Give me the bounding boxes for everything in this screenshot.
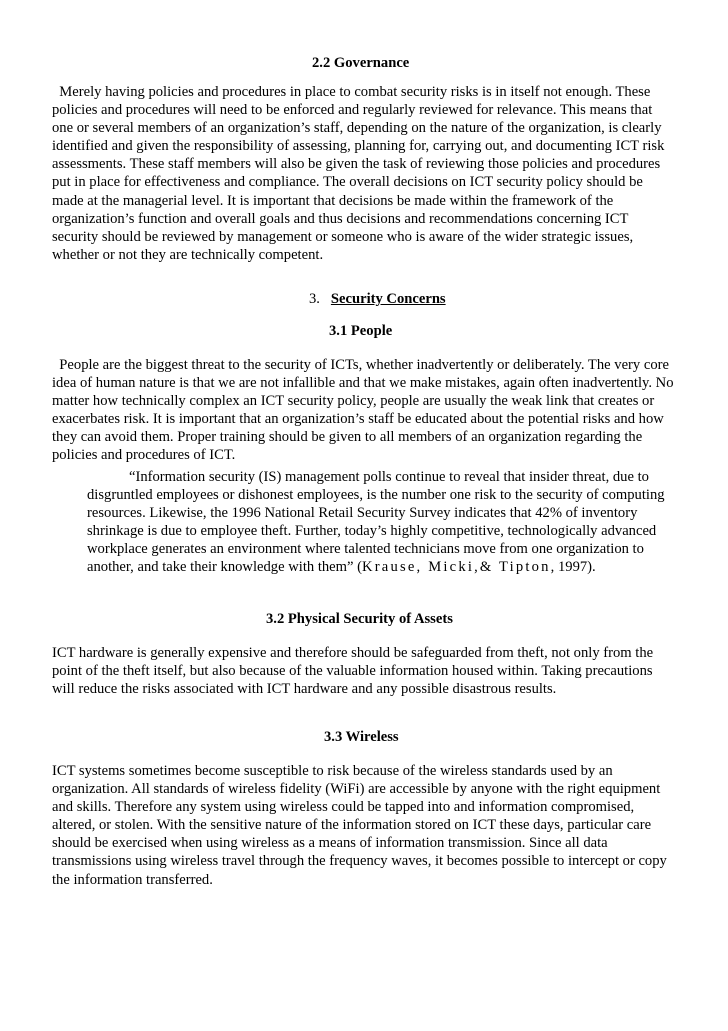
- security-concerns-heading: [309, 290, 446, 308]
- quote-text: “Information security (IS) management polls continue to reveal that insider threat, due to disgruntled employees or dishonest employees, is the number one risk to the security of computing resources. Likewise, the 1996 National Retail Security Survey indicates that 42% of inventory shrinkage is due to employee theft. Further, today’s highly competitive, technologically advanced workplace generates an environment where talented technicians move from one organization to another, and take their knowledge with them” (: [87, 469, 665, 576]
- physical-paragraph: ICT hardware is generally expensive and therefore should be safeguarded from theft, not only from the point of the theft itself, but also because of the valuable information housed within. Taking precautions will reduce the risks associated with ICT hardware and any possible disastrous results.: [52, 645, 654, 698]
- wireless-heading: 3.3 Wireless: [324, 729, 399, 745]
- governance-paragraph: Merely having policies and procedures in place to combat security risks is in itself not enough. These policies and procedures will need to be enforced and regularly reviewed for relevance. This means that one or several members of an organization’s staff, depending on the nature of the organization, is clearly identified and given the responsibility of assessing, planning for, carrying out, and documenting ICT risk assessments. These staff members will also be given the task of reviewing those policies and procedures put in place for effectiveness and compliance. The overall decisions on ICT security policy should be made at the managerial level. It is important that decisions be made within the framework of the organization’s function and overall goals and thus decisions and recommendations concerning ICT security should be reviewed by management or someone who is aware of the wider strategic issues, whether or not they are technically competent.: [52, 84, 669, 263]
- security-concerns-title: Security Concerns: [330, 291, 446, 307]
- quote-citation-authors: Krause, Micki,& Tipton: [361, 559, 551, 576]
- quote-citation-year: , 1997).: [550, 559, 596, 576]
- wireless-paragraph: ICT systems sometimes become susceptible to risk because of the wireless standards used by an organization. All standards of wireless fidelity (WiFi) are accessible by anyone with the right equipment and skills. Therefore any system using wireless could be tapped into and information compromised, altered, or stolen. With the sensitive nature of the information stored on ICT these days, particular care should be exercised when using wireless as a means of information transmission. Since all data transmissions using wireless travel through the frequency waves, it becomes possible to intercept or copy the information transferred.: [52, 763, 667, 888]
- security-concerns-number: 3.: [309, 291, 320, 307]
- people-paragraph: People are the biggest threat to the security of ICTs, whether inadvertently or deliberately. The very core idea of human nature is that we are not infallible and that we make mistakes, again often inadvertently. No matter how technically complex an ICT security policy, people are usually the weak link that creates or exacerbates risk. It is important that an organization’s staff be educated about the potential risks and how they can avoid them. Proper training should be given to all members of an organization regarding the policies and procedures of ICT.: [52, 357, 678, 464]
- physical-heading: 3.2 Physical Security of Assets: [266, 611, 453, 627]
- people-heading: 3.1 People: [329, 323, 393, 339]
- governance-heading: 2.2 Governance: [312, 55, 410, 71]
- people-quote: [87, 468, 677, 577]
